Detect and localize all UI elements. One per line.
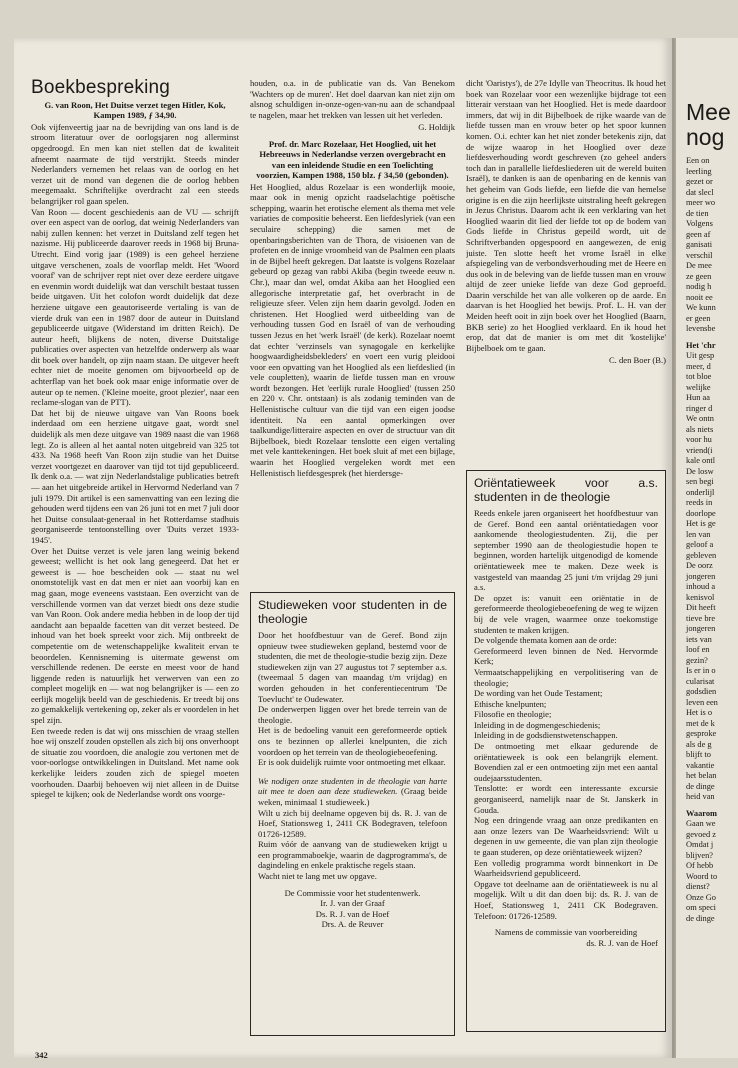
right-page-line: De mee (686, 261, 712, 270)
right-page-line: blijft to (686, 750, 711, 759)
orientatie-topic: De wording van het Oude Testament; (474, 688, 603, 699)
right-page-line: Is er in o (686, 666, 716, 675)
studieweken-title: Studieweken voor studenten in de theologie (258, 598, 447, 626)
review-1-paragraph: Dat het bij de nieuwe uitgave van Van Roons boek inderdaad om een herziene uitgave gaat, wordt snel duidelijk als men deze uitgave van 1989 naast die van 1968 legt. Zo is alleen al het aantal noten uitgebreid van 325 tot 433. Na 1968 heeft Van Roon zijn studie van het Duitse verzet voortgezet en daarover van tijd tot tijd gepubliceerd. Ik denk o.a. — wat zijn Nederlandstalige publicaties betreft — aan het uitgebreide artikel in Hervormd Nederland van 7 juli 1979. Dit artikel is een samenvatting van een lezing die gehouden werd tijdens een van 26 juni tot en met 7 juli door het Duitse consulaat-generaal in het Rotterdamse stadhuis georganiseerde tentoonstelling over 'Duits verzet 1933-1945'. (31, 407, 239, 545)
right-page-line: de tien (686, 208, 709, 218)
review-1-heading: G. van Roon, Het Duitse verzet tegen Hitler, Kok, Kampen 1989, ƒ 34,90. (44, 100, 226, 121)
orientatie-aim: De opzet is: vanuit een oriëntatie in de gereformeerde theologiebeoefening de weg te wijzen bij de vele vragen, waarmee onze toekomstige studenten te maken krijgen. (474, 592, 658, 635)
right-page-line: dat slecl (686, 187, 714, 197)
studieweken-paragraph: Het is de bedoeling vanuit een gereformeerde optiek ons te bezinnen op allerlei knelpunten, die zich voordoen op het terrein van de theologiebeoefening. (258, 725, 447, 757)
orientatie-signature-label: Namens de commissie van voorbereiding (494, 927, 638, 938)
orientatie-full-program: Een volledig programma wordt binnenkort in De Waarheidsvriend gepubliceerd. (474, 857, 658, 879)
studieweken-paragraph: Door het hoofdbestuur van de Geref. Bond zijn opnieuw twee studieweken gepland, bestemd voor de studenten, die met de theologie-studie bezig zijn. Deze studieweken zijn van 27 augustus tot 7 september a.s. (tweemaal 5 dagen van maandag t/m vrijdag) en worden gehouden in het conferentiecentrum 'De Toevlucht' te Oudewater. (258, 630, 447, 704)
orientatie-intro: Reeds enkele jaren organiseert het hoofdbestuur van de Geref. Bond een aantal oriëntatiedagen voor aankomende theologiestudenten. Zij, die per september 1990 aan de theologiestudie hopen te beginnen, worden hartelijk uitgenodigd de komende oriëntatieweek mee te maken. Deze week is vastgesteld van maandag 25 juni t/m vrijdag 29 juni a.s. (474, 508, 658, 593)
right-page-line: vriend(i (686, 445, 713, 455)
right-page-line: er geen (686, 313, 711, 323)
review-1-continuation: houden, o.a. in de publicatie van ds. Van Benekom 'Wachters op de muren'. Het doel daarvan kan niet zijn om alsnog schuldigen in-onze-ogen-van-nu aan de schandpaal te nagelen, maar het trekken van lessen uit het verleden. (250, 78, 455, 120)
right-page-line: ze geen (686, 271, 712, 281)
right-page-line: verschil (686, 250, 713, 260)
right-page-line: met de k (686, 718, 715, 728)
right-page-line: Volgens (686, 219, 713, 228)
studieweken-box (250, 592, 455, 1036)
right-page-line: Of hebb (686, 861, 714, 870)
orientatie-topic: Inleiding in de godsdienstwetenschappen. (474, 730, 618, 741)
right-page-line: welijke (686, 382, 711, 392)
right-page-line: als de g (686, 739, 712, 749)
right-page-line: Het is ge (686, 519, 716, 528)
right-page-line: Onze Go (686, 892, 716, 902)
right-page-line: Dit heeft (686, 603, 716, 612)
right-page-line: Gaan we (686, 819, 716, 828)
right-page-line: meer wo (686, 198, 716, 207)
right-page-line: als niets (686, 424, 714, 434)
committee-member: Ds. R. J. van de Hoef (315, 908, 390, 919)
right-page-line: gezin? (686, 655, 708, 665)
right-page-line: Uit gesp (686, 351, 715, 360)
right-page-line: blijven? (686, 850, 713, 860)
right-page-line: gevoed z (686, 829, 716, 839)
right-page-line: De losw (686, 466, 714, 476)
right-page-subheading: Waarom (686, 808, 718, 818)
right-page-line: reeds in (686, 498, 713, 507)
right-page-subheading: Het 'chr (686, 340, 716, 350)
review-1-signature: G. Holdijk (418, 122, 455, 133)
right-page-line: inhoud a (686, 582, 716, 591)
review-2-heading: Prof. dr. Marc Rozelaar, Het Hooglied, uit het Hebreeuws in Nederlandse verzen overgebracht en van een inleidende Studie en een Toelichting voorzien, Kampen 1988, 150 blz. ƒ 34,50 (gebonden). (256, 138, 449, 181)
right-page-line: de dinge (686, 913, 715, 923)
right-page-line: heid van (686, 792, 715, 801)
orientatie-topic: Filosofie en theologie; (474, 709, 552, 720)
right-page-line: levensbe (686, 324, 716, 333)
right-page-line: sen begi (686, 477, 714, 486)
right-page-line: len van (686, 529, 711, 539)
right-page-line: geloof a (686, 540, 714, 549)
right-page-line: gezet or (686, 177, 713, 186)
studieweken-committee: De Commissie voor het studentenwerk. (284, 887, 421, 898)
right-heading-line: nog (686, 124, 725, 150)
right-page-line: geen af (686, 229, 711, 239)
orientatie-topics-label: De volgende themata komen aan de orde: (474, 635, 617, 646)
studieweken-closing: Wacht niet te lang met uw opgave. (258, 871, 377, 882)
review-2-body: Het Hooglied, aldus Rozelaar is een wonderlijk mooie, maar ook in menig opzicht raadselachtige poëtische schepping, waarin het erotische element als thema met vele variaties de compositie beheerst. Een liefdeslyriek (van een seculaire schepping) die samen met de openbaringsberichten van de Thora, de visioenen van de profeten en de innige vroomheid van de Psalmen een plaats in de Bijbel heeft gekregen. Dat laatste is volgens Rozelaar gebeurd op gezag van rabbi Akiba (begin tweede eeuw n. Chr.), maar dan wel, omdat Akiba aan het Hooglied een allegorische interpretatie gaf, het overbracht in de religieuze sfeer. Velen zijn hem daarin gevolgd. Joden en christenen. Het Hooglied werd uitbeelding van de verhouding tussen God en Israël of van de verhouding tussen Jezus en het 'werk Israël' (de kerk). Rozelaar noemt dat echter 'verzinsels van synagogale en kerkelijke hoogwaardigheidsbekleders' en voert een vurig pleidooi voor een opvatting van het Hooglied als een liefdeslied (in vele coupletten), waarin de liefde tussen man en vrouw wordt bezongen. Het 'eerlijk rurale Hooglied' (tussen 250 en 220 v. Chr. ontstaan) is als zodanig teminden van de Hellenistische cultuur van die tijd van een eigen joodse identiteit. Na een aantal opmerkingen over taalkundige/litteraire aspecten en over de structuur van dit Bijbelboek, biedt Rozelaar tenslotte een eigen vertaling met vele kanttekeningen. Het boek sluit af met een bijlage, waarin het Hooglied vergeleken wordt met een Hellenistisch liefdesgesprek (het hierdersge- (250, 181, 455, 478)
right-page-line: Het is o (686, 708, 713, 717)
right-page-line: ringer d (686, 403, 713, 413)
right-page-line: loof en (686, 645, 710, 654)
section-title: Boekbespreking (31, 78, 171, 98)
orientatie-topic: Gereformeerd leven binnen de Ned. Hervormde Kerk; (474, 645, 658, 667)
right-page-line: gesproke (686, 729, 717, 738)
column-1 (31, 78, 239, 1028)
right-page-line: jongeren (686, 624, 716, 633)
review-1-paragraph: Over het Duitse verzet is vele jaren lang weinig bekend geweest; wellicht is het ook lang genegeerd. Dat het er geweest is — hoe bescheiden ook — staat nu wel onomstotelijk vast en dat men er niet aan voorbij kan en mag gaan, moge eveneens vaststaan. Een overzicht van de verschillende vormen van dat verzet biedt ons deze studie van Van Roon. Ook andere media hebben in de loop der tijd aandacht aan bepaalde facetten van dit verzet besteed. De inhoud van het boek spreekt voor zich. Mij ontbreekt de competentie om de wetenschappelijke kwaliteit ervan te beoordelen. Kennisneming is uitermate gewenst om verschillende redenen. De eerste en meest voor de hand liggende reden is natuurlijk het verwerven van een zo compleet mogelijk en — wat nog belangrijker is — een zo eerlijk mogelijk beeld van de geschiedenis. Er treedt bij ons zo gemakkelijk vertekening op, zeker als er voordelen in het spel zijn. (31, 545, 239, 726)
right-page-line: ganisati (686, 240, 713, 249)
column-2 (250, 78, 455, 578)
right-page-line: Omdat j (686, 840, 714, 849)
right-page-line: Een on (686, 156, 710, 165)
right-page-line: om speci (686, 903, 717, 912)
right-page-line: leerling (686, 166, 712, 176)
review-1-paragraph: Van Roon — docent geschiedenis aan de VU — schrijft over een aspect van de oorlog, dat weinig Nederlanders van nabij zullen kennen: het verzet in Duitsland zelf tegen het nazisme. Hij publiceerde daarover reeds in 1968 bij Bruna-Utrecht. Eind vorig jaar (1989) is een geheel herziene uitgave verschenen, zoals de voorflap meldt. Het 'Woord vooraf' van de schrijver rept niet over deze eerdere uitgave en evenmin wordt duidelijk wat dan verschilt bestaat tussen beide uitgaven. Uit het colofon wordt duidelijk dat deze herziene uitgave een geautoriseerde vertaling is van de vierde druk van een in 1987 door de auteur in Duitsland gepubliceerde uitgave (Widerstand im dritten Reich). De auteur heeft, blijkens de noten, diverse Duitstalige publicaties over aspecten van hetzelfde onderwerp als waar dit boek over handelt, op zijn naam staan. De uitgever heeft echter niet de moeite genomen om bijvoorbeeld op de achterflap van het boek ook maar enige informatie over de auteur op te nemen. ('Kleine moeite, groot plezier', naar een reclame-slogan van de PTT). (31, 206, 239, 408)
review-1-paragraph: Een tweede reden is dat wij ons misschien de vraag stellen hoe wij onszelf zouden opstellen als zich bij ons onverhoopt de situatie zou voordoen, die analogie zou vertonen met de voor-oorlogse ontwikkelingen in Duitsland. Met name ook kerkelijke leiders zouden zich de spiegel moeten voorhouden. Daarbij behoeven wij niet alleen in de Duitse spiegel te kijken; ook de Nederlandse wordt ons voorge- (31, 725, 239, 800)
committee-member: Ir. J. van der Graaf (320, 898, 385, 909)
right-page-line: de dinge (686, 781, 715, 791)
left-page (14, 38, 672, 1058)
right-page-line: We kunn (686, 303, 716, 312)
right-page-line: leven een (686, 697, 718, 707)
right-page-text (686, 156, 738, 924)
right-page-line: kenisvol (686, 592, 715, 602)
right-page-line: onderlijl (686, 487, 715, 497)
orientatie-signup: Opgave tot deelname aan de oriëntatieweek is nu al mogelijk. Wilt u dit dan doen bij: ds. R. J. van de Hoef, Stationsweg 1, 2411 CK Bodegraven. Telefoon: 01726-12589. (474, 878, 658, 921)
orientatie-excursion: Tenslotte: er wordt een interessante excursie georganiseerd, namelijk naar de St. Janskerk in Gouda. (474, 783, 658, 815)
right-page-line: iets van (686, 634, 712, 644)
right-page-line: dienst? (686, 882, 710, 891)
right-page-line: doorlope (686, 508, 716, 518)
orientatie-meeting: De ontmoeting met elkaar gedurende de oriëntatieweek is ook een belangrijk element. Bovendien zal er een ontmoeting zijn met een aantal oudejaarsstudenten. (474, 741, 658, 783)
studieweken-paragraph: Er is ook duidelijk ruimte voor ontmoeting met elkaar. (258, 757, 446, 768)
right-page-line: kale ontl (686, 456, 716, 465)
right-page-line: Hun aa (686, 393, 710, 402)
review-2-continuation: dicht 'Oaristys'), de 27e Idylle van Theocritus. Ik houd het boek van Rozelaar voor een wezenlijke bijdrage tot een litterair verstaan van het Hooglied. Het is mede daardoor immers, dat wij in dit Bijbelboek de rijke waarde van de liefde tussen man en vrouw beter op het spoor kunnen komen. O.i. echter kan het niet zonder betekenis zijn, dat de wijze waarop in het Hooglied over deze liefdesverhouding wordt geschreven (zo geheel anders toch dan in parallelle liefdesliederen uit de wereld buiten Israël), te danken is aan de openbaring en de kennis van het geheim van Gods liefde, een liefde die van hemelse origine is en die zijn heerlijkste uitstraling heeft gekregen in Jezus Christus. Daarom acht ik een verklaring van het Hooglied waarin dit lied der liefde tot op de bodem van Gods liefde in Christus gepeild wordt, uit de Schriftverbanden opgespoord en aangewezen, de enig juiste. Ten slotte heeft het vrome Israël in elke afspiegeling van de verbondsverhouding met de Heere en dus ook in de beleving van de liefde tussen man en vrouw altijd de zeer unieke liefde van deze God geproefd. Daarin verschilde het van alle volkeren op de aarde. En daarvan is het Hooglied het bewijs. Prof. L. H. van der Meiden heeft ooit in zijn boek over het Hooglied (Baarn, BKB serie) zo het Hooglied verklaard. En ik houd het erop, dat dat de manier is om met dit 'kostelijke' Bijbelboek om te gaan. (466, 78, 666, 353)
orientatie-topic: Inleiding in de dogmengeschiedenis; (474, 719, 601, 730)
orientatie-topic: Ethische knelpunten; (474, 698, 547, 709)
right-page-line: jongeren (686, 571, 716, 581)
page-number: 342 (35, 1050, 48, 1058)
review-2-signature: C. den Boer (B.) (608, 355, 666, 366)
right-page-line: meer, d (686, 361, 711, 371)
column-3 (466, 78, 666, 468)
studieweken-invitation: We nodigen onze studenten in de theologie van harte uit mee te doen aan deze studieweken. (258, 775, 447, 797)
right-page-line: tot bloe (686, 372, 712, 381)
right-page-heading (686, 100, 738, 150)
orientatie-box (466, 470, 666, 1032)
review-1-paragraph: Ook vijfenveertig jaar na de bevrijding van ons land is de stroom literatuur over de oorlogsjaren nog allerminst opgedroogd. En men kan niet stellen dat de kwaliteit afneemt naarmate de tijd verstrijkt. Steeds minder Nederlanders vernemen het relaas van de oorlog en het verzet uit de mond van degenen die de oorlog hebben meegemaakt. Schriftelijke overdracht zal een steeds belangrijker rol gaan spelen. (31, 121, 239, 206)
right-page-line: vakantie (686, 760, 715, 770)
right-page-line: nodig h (686, 282, 712, 291)
orientatie-topic: Vermaatschappelijking en verpolitisering van de theologie; (474, 666, 658, 688)
right-page-line: godsdien (686, 687, 717, 696)
studieweken-signup: Wilt u zich bij deelname opgeven bij ds. R. J. van de Hoef, Stationsweg 1, 2411 CK Bodegraven, telefoon 01726-12589. (258, 807, 447, 839)
right-page-line: voor hu (686, 435, 712, 444)
right-heading-line: Mee (686, 99, 731, 125)
right-page (676, 38, 738, 1058)
right-page-line: tieve bre (686, 613, 716, 623)
right-page-line: Woord to (686, 871, 718, 881)
right-page-line: cularisat (686, 676, 715, 686)
right-page-line: nooit ee (686, 292, 713, 302)
studieweken-program: Ruim vóór de aanvang van de studieweken krijgt u een programmaboekje, waarin de dagprogramma's, de dagindeling en enkele praktische regels staan. (258, 839, 447, 871)
studieweken-paragraph: De onderwerpen liggen over het brede terrein van de theologie. (258, 704, 447, 725)
right-page-line: gebleven (686, 550, 717, 560)
orientatie-question: Nog een dringende vraag aan onze predikanten en aan onze lezers van De Waarheidsvriend: Wilt u degenen in uw gemeente, die van plan zijn theologie te gaan studeren, op deze oriëntatieweek wijzen? (474, 815, 658, 857)
orientatie-signature: ds. R. J. van de Hoef (586, 937, 658, 948)
committee-member: Drs. A. de Reuver (321, 919, 384, 930)
orientatie-title: Oriëntatieweek voor a.s. studenten in de theologie (474, 476, 658, 504)
right-page-line: het belan (686, 771, 717, 780)
right-page-line: De oorz (686, 561, 713, 570)
studieweken-invitation-tail: (Graag beide weken, minimaal 1 studieweek.) (258, 786, 448, 807)
right-page-line: We ontn (686, 414, 714, 423)
